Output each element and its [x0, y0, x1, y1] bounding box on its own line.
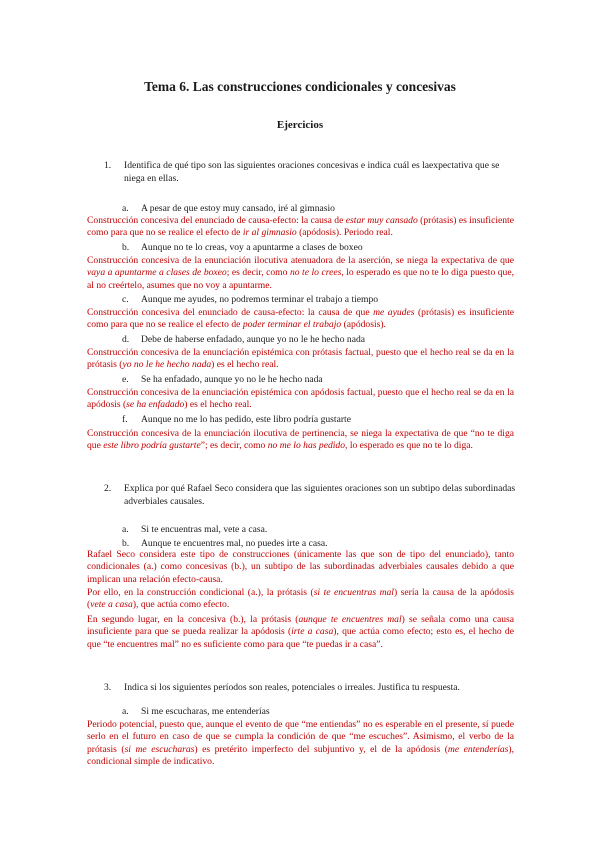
list-item: a. Si te encuentras mal, vete a casa.: [122, 524, 268, 535]
answer-1e: Construcción concesiva de la enunciación epistémica con apódosis factual, puesto que el hecho real se da en la apódosis (se ha enfadado) es el hecho real.: [87, 387, 514, 411]
answer-1c: Construcción concesiva del enunciado de causa-efecto: la causa de que me ayudes (prótasis) es insuficiente como para que no se realice el efecto de poder terminar el trabajo (apódosis).: [87, 307, 514, 331]
question-number: 3.: [104, 682, 112, 693]
list-item: f. Aunque no me lo has pedido, este libro podría gustarte: [122, 414, 351, 425]
question-2: [104, 483, 524, 513]
question-number: 2.: [104, 483, 112, 494]
question-text: Explica por qué Rafael Seco considera que las siguientes oraciones son un subtipo delas subordinadas adverbiales causales.: [124, 483, 516, 507]
list-item: b. Aunque no te lo creas, voy a apuntarme a clases de boxeo: [122, 242, 363, 253]
list-item: b. Aunque te encuentres mal, no puedes irte a casa.: [122, 538, 328, 549]
page-title: Tema 6. Las construcciones condicionales y concesivas: [144, 79, 456, 94]
question-text: Identifica de qué tipo son las siguientes oraciones concesivas e indica cuál es laexpectativa que se niega en ellas.: [124, 160, 500, 184]
answer-2-p1: Rafael Seco considera este tipo de construcciones (únicamente las que son de tipo del enunciado), tanto condicionales (a.) como concesivas (b.), un subtipo de las subordinadas adverbiales causales debido a que implican una relación efecto-causa.: [87, 549, 514, 585]
answer-2-p3: En segundo lugar, en la concesiva (b.), la prótasis (aunque te encuentres mal) se señala como una causa insuficiente para que se pueda realizar la apódosis (irte a casa), que actúa como efecto; esto es, el hecho de que “te encuentres mal” no es suficiente como para que “te puedas ir a casa”.: [87, 614, 515, 650]
answer-3a: Periodo potencial, puesto que, aunque el evento de que “me entiendas” no es esperable en el presente, sí puede serlo en el futuro en caso de que se cumpla la condición de que “me escuches”. Asimismo, el verbo de la prótasis (si me escucharas) es pretérito imperfecto del subjuntivo y, el de la apódosis (me entenderías), condicional simple de indicativo.: [87, 719, 514, 767]
list-item: e. Se ha enfadado, aunque yo no le he hecho nada: [122, 374, 323, 385]
answer-1a: Construcción concesiva del enunciado de causa-efecto: la causa de estar muy cansado (prótasis) es insuficiente como para que no se realice el efecto de ir al gimnasio (apódosis). Periodo real.: [87, 215, 514, 239]
list-item: a. Si me escucharas, me entenderías: [122, 706, 270, 717]
question-3: [104, 682, 524, 698]
page-subtitle: Ejercicios: [276, 119, 324, 131]
list-item: d. Debe de haberse enfadado, aunque yo no le he hecho nada: [122, 334, 366, 345]
list-item: a. A pesar de que estoy muy cansado, iré al gimnasio: [122, 203, 335, 214]
list-item: c. Aunque me ayudes, no podremos terminar el trabajo a tiempo: [122, 294, 379, 305]
question-text: Indica si los siguientes períodos son reales, potenciales o irreales. Justifica tu respuesta.: [124, 682, 460, 693]
answer-2-p2: Por ello, en la construcción condicional (a.), la prótasis (si te encuentras mal) sería la causa de la apódosis (vete a casa), que actúa como efecto.: [87, 587, 514, 611]
question-1: [104, 160, 524, 190]
answer-1b: Construcción concesiva de la enunciación ilocutiva atenuadora de la aserción, se niega la expectativa de que vaya a apuntarme a clases de boxeo; es decir, como no te lo crees, lo esperado es que no te lo diga puesto que, al no creértelo, asumes que no voy a apuntarme.: [87, 255, 514, 291]
answer-1f: Construcción concesiva de la enunciación ilocutiva de pertinencia, se niega la expectativa de que “no te diga que este libro podría gustarte”; es decir, como no me lo has pedido, lo esperado es que no te lo diga.: [87, 428, 514, 452]
question-number: 1.: [104, 160, 112, 171]
answer-1d: Construcción concesiva de la enunciación epistémica con prótasis factual, puesto que el hecho real se da en la prótasis (yo no le he hecho nada) es el hecho real.: [87, 347, 514, 371]
